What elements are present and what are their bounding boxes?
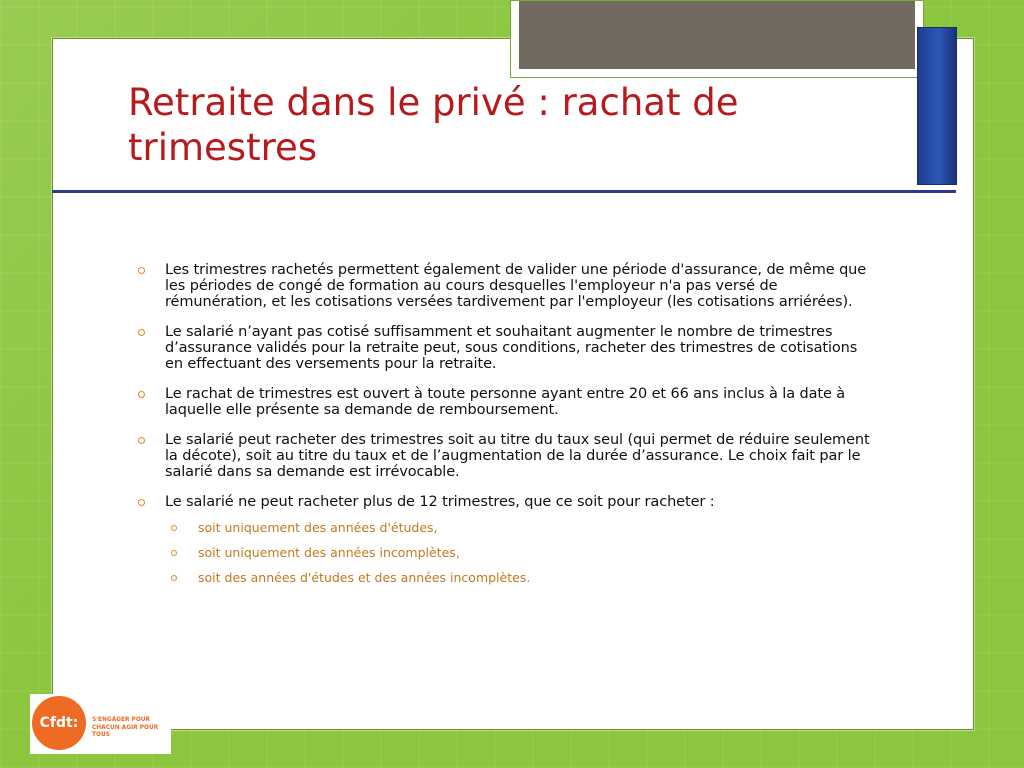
bullet-text: Le salarié n’ayant pas cotisé suffisamment et souhaitant augmenter le nombre de trimestres d’assurance validés pour la retraite peut, sous conditions, racheter des trimestres de cotisations en effectuant des versements pour la retraite.	[165, 324, 858, 372]
sub-bullet-circle-icon	[171, 575, 177, 581]
bullet-item	[136, 324, 872, 372]
bullet-item	[136, 494, 872, 510]
slide-title: Retraite dans le privé : rachat de trimestres	[128, 81, 739, 169]
cfdt-logo	[30, 694, 171, 754]
bullet-circle-icon	[138, 267, 145, 274]
bullet-list	[136, 262, 872, 510]
sub-bullet-item	[136, 520, 872, 536]
sub-bullet-text: soit des années d'études et des années incomplètes.	[198, 570, 531, 585]
sub-bullet-circle-icon	[171, 550, 177, 556]
header-photo-image	[519, 1, 915, 69]
sub-bullet-list	[136, 520, 872, 586]
sub-bullet-circle-icon	[171, 525, 177, 531]
bullet-circle-icon	[138, 437, 145, 444]
bullet-circle-icon	[138, 499, 145, 506]
sub-bullet-item	[136, 570, 872, 586]
logo-tagline: S'ENGAGER POUR CHACUN AGIR POUR TOUS	[92, 715, 159, 738]
title-divider	[52, 190, 956, 193]
sub-bullet-text: soit uniquement des années d'études,	[198, 520, 438, 535]
header-photo	[510, 0, 924, 78]
bullet-item	[136, 432, 872, 480]
sub-bullet-text: soit uniquement des années incomplètes,	[198, 545, 460, 560]
sub-bullet-item	[136, 545, 872, 561]
bullet-text: Le salarié peut racheter des trimestres soit au titre du taux seul (qui permet de réduire seulement la décote), soit au titre du taux et de l’augmentation de la durée d’assurance. Le choix fait par le salarié dans sa demande est irrévocable.	[165, 432, 870, 480]
bullet-text: Le salarié ne peut racheter plus de 12 trimestres, que ce soit pour racheter :	[165, 494, 715, 510]
bullet-text: Le rachat de trimestres est ouvert à toute personne ayant entre 20 et 66 ans inclus à la date à laquelle elle présente sa demande de remboursement.	[165, 386, 846, 418]
bullet-circle-icon	[138, 391, 145, 398]
bullet-item	[136, 262, 872, 310]
bullet-text: Les trimestres rachetés permettent également de valider une période d'assurance, de même que les périodes de congé de formation au cours desquelles l'employeur n'a pas versé de rémunération, et les cotisations versées tardivement par l'employeur (les cotisations arriérées).	[165, 262, 867, 310]
cfdt-logo-circle	[32, 696, 86, 750]
bullet-circle-icon	[138, 329, 145, 336]
slide-body	[136, 262, 872, 595]
logo-name: Cfdt:	[39, 715, 79, 731]
bullet-item	[136, 386, 872, 418]
accent-bar	[918, 28, 956, 184]
